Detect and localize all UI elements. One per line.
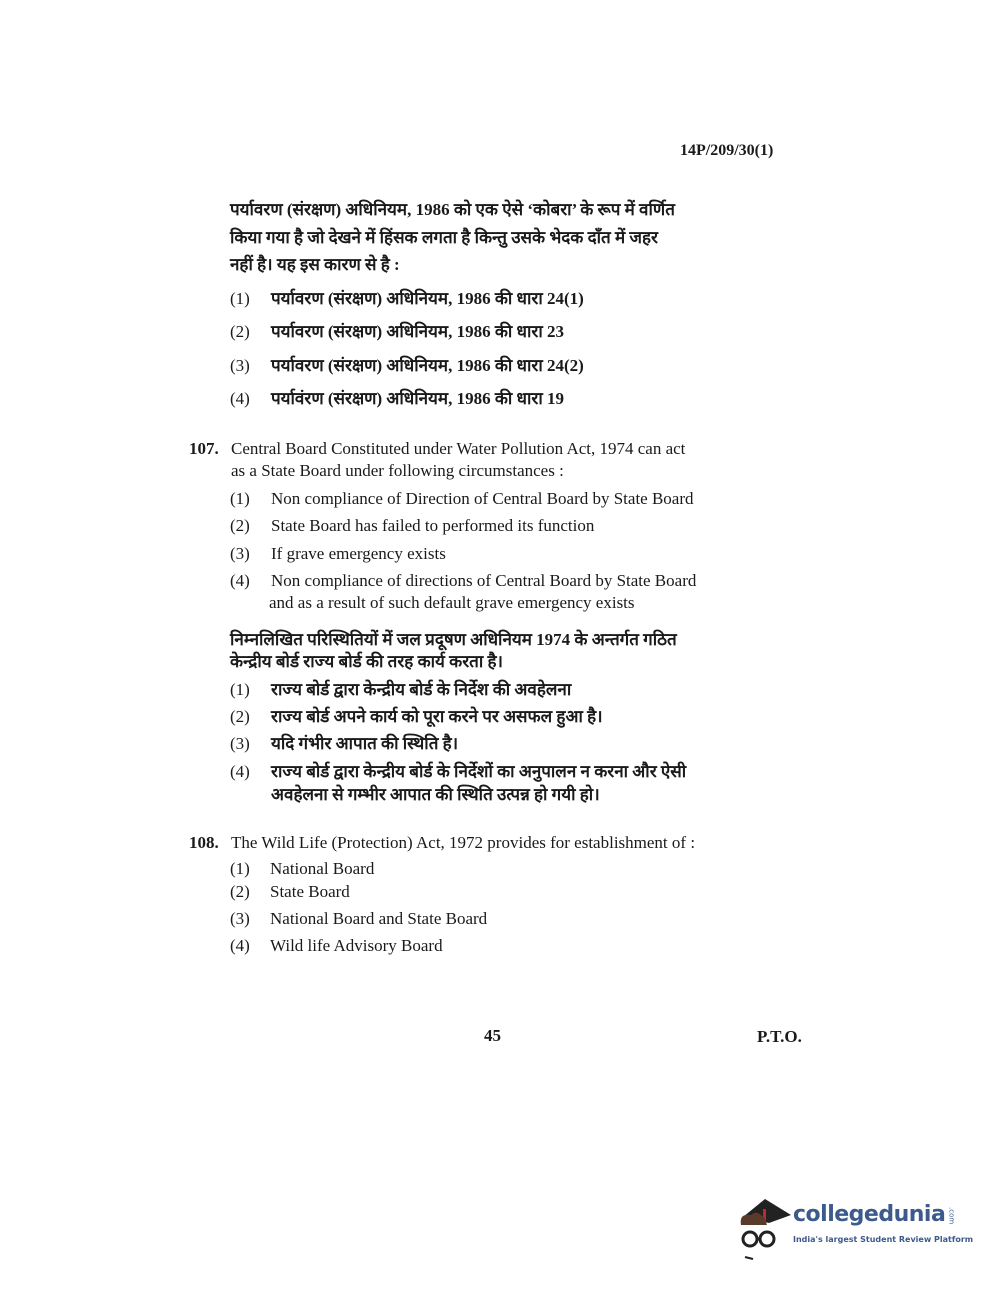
q107-stem-line: as a State Board under following circumstances : bbox=[231, 461, 564, 480]
brand-line bbox=[793, 1201, 955, 1229]
option-text: पर्यावरण (संरक्षण) अधिनियम, 1986 की धारा 24(2) bbox=[271, 356, 584, 375]
option-number: (4) bbox=[230, 571, 250, 590]
paper-code: 14P/209/30(1) bbox=[680, 142, 774, 159]
q107-hindi-stem-line: निम्नलिखित परिस्थितियों में जल प्रदूषण अधिनियम 1974 के अन्तर्गत गठित bbox=[230, 630, 677, 649]
option-number: (2) bbox=[230, 322, 250, 341]
option-text: राज्य बोर्ड द्वारा केन्द्रीय बोर्ड के निर्देश की अवहेलना bbox=[271, 680, 572, 699]
q106-hindi-stem-line: किया गया है जो देखने में हिंसक लगता है किन्तु उसके भेदक दाँत में जहर bbox=[230, 228, 658, 247]
option-number: (4) bbox=[230, 389, 250, 408]
page-number: 45 bbox=[484, 1026, 501, 1045]
option-text: पर्यावरण (संरक्षण) अधिनियम, 1986 की धारा 23 bbox=[271, 322, 564, 341]
pto-label: P.T.O. bbox=[757, 1027, 802, 1046]
option-number: (2) bbox=[230, 516, 250, 535]
option-number: (3) bbox=[230, 734, 250, 753]
option-text: Wild life Advisory Board bbox=[270, 936, 443, 955]
option-number: (3) bbox=[230, 356, 250, 375]
option-text: If grave emergency exists bbox=[271, 544, 446, 563]
option-text: State Board has failed to performed its function bbox=[271, 516, 595, 535]
option-text: Non compliance of Direction of Central Board by State Board bbox=[271, 489, 694, 508]
option-text: यदि गंभीर आपात की स्थिति है। bbox=[271, 734, 459, 753]
option-number: (2) bbox=[230, 707, 250, 726]
question-number: 107. bbox=[189, 439, 219, 458]
option-number: (1) bbox=[230, 489, 250, 508]
option-text: पर्यावरण (संरक्षण) अधिनियम, 1986 की धारा 24(1) bbox=[271, 289, 584, 308]
brand-suffix: .com bbox=[947, 1207, 956, 1225]
collegedunia-watermark bbox=[735, 1195, 985, 1265]
option-number: (4) bbox=[230, 936, 250, 955]
q106-hindi-stem-line: नहीं है। यह इस कारण से है : bbox=[230, 255, 400, 274]
option-number: (3) bbox=[230, 909, 250, 928]
option-number: (1) bbox=[230, 859, 250, 878]
q107-hindi-stem-line: केन्द्रीय बोर्ड राज्य बोर्ड की तरह कार्य करता है। bbox=[230, 652, 503, 671]
option-number: (1) bbox=[230, 289, 250, 308]
option-text: अवहेलना से गम्भीर आपात की स्थिति उत्पन्न हो गयी हो। bbox=[271, 785, 600, 804]
option-number: (1) bbox=[230, 680, 250, 699]
q108-stem: The Wild Life (Protection) Act, 1972 provides for establishment of : bbox=[231, 833, 696, 852]
question-number: 108. bbox=[189, 833, 219, 852]
option-text: and as a result of such default grave emergency exists bbox=[269, 593, 635, 612]
option-text: National Board bbox=[270, 859, 375, 878]
option-number: (2) bbox=[230, 882, 250, 901]
option-text: राज्य बोर्ड द्वारा केन्द्रीय बोर्ड के निर्देशों का अनुपालन न करना और ऐसी bbox=[271, 762, 687, 781]
brand-tagline: India's largest Student Review Platform bbox=[793, 1235, 974, 1244]
q106-hindi-stem-line: पर्यावरण (संरक्षण) अधिनियम, 1986 को एक ऐसे ‘कोबरा’ के रूप में वर्णित bbox=[230, 200, 675, 219]
option-text: State Board bbox=[270, 882, 350, 901]
option-text: Non compliance of directions of Central Board by State Board bbox=[271, 571, 697, 590]
option-text: पर्यावंरण (संरक्षण) अधिनियम, 1986 की धारा 19 bbox=[271, 389, 564, 408]
option-number: (3) bbox=[230, 544, 250, 563]
option-number: (4) bbox=[230, 762, 250, 781]
q107-stem-line: Central Board Constituted under Water Pollution Act, 1974 can act bbox=[231, 439, 686, 458]
mascot-logo-icon bbox=[735, 1195, 793, 1265]
option-text: राज्य बोर्ड अपने कार्य को पूरा करने पर असफल हुआ है। bbox=[271, 707, 603, 726]
brand-name: collegedunia bbox=[793, 1202, 946, 1227]
option-text: National Board and State Board bbox=[270, 909, 488, 928]
